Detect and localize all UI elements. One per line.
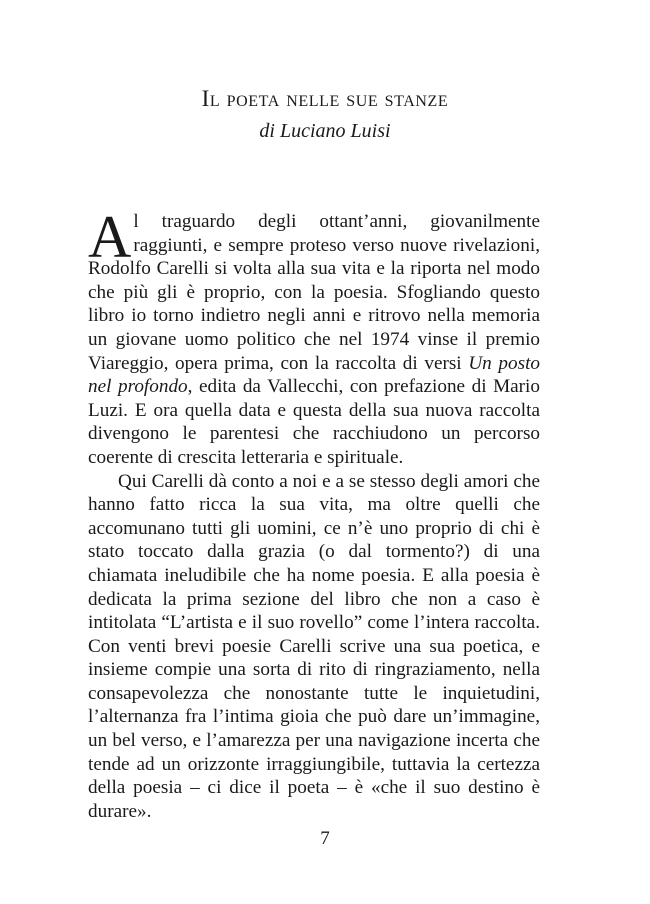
paragraph-1-part-1: l traguardo degli ottant’anni, giovanilmente raggiunti, e sempre proteso verso nuove rivelazioni, Rodolfo Carelli si volta alla sua vita e la riporta nel modo che più gli è proprio, con la poesia. Sfogliando questo libro io torno indietro negli anni e ritrovo nella memoria un giovane uomo politico che nel 1974 vinse il premio Viareggio, opera prima, con la raccolta di versi [88, 211, 540, 374]
drop-cap: A [88, 204, 132, 270]
book-title: Un posto nel profondo [88, 352, 541, 398]
paragraph-1 [88, 204, 541, 470]
chapter-author: di Luciano Luisi [259, 120, 391, 142]
chapter-title: Il poeta nelle sue stanze [201, 86, 449, 111]
page-number: 7 [320, 828, 330, 849]
body-text [88, 204, 541, 823]
paragraph-1-part-2: , edita da Vallecchi, con prefazione di Mario Luzi. E ora quella data e questa della sua nuova raccolta divengono le parentesi che racchiudono un percorso coerente di crescita letteraria e spirituale. [88, 376, 540, 468]
paragraph-2: Qui Carelli dà conto a noi e a se stesso degli amori che hanno fatto ricca la sua vita, ma oltre quelli che accomunano tutti gli uomini, ce n’è uno proprio di chi è stato toccato dalla grazia (o dal tormento?) di una chiamata ineludibile che ha nome poesia. E alla poesia è dedicata la prima sezione del libro che non a caso è intitolata “L’artista e il suo rovello” come l’intera raccolta. Con venti brevi poesie Carelli scrive una sua poetica, e insieme compie una sorta di rito di ringraziamento, nella consapevolezza che nonostante tutte le inquietudini, l’alternanza fra l’intima gioia che può dare un’immagine, un bel verso, e l’amarezza per una navigazione incerta che tende ad un orizzonte irraggiungibile, tuttavia la certezza della poesia – ci dice il poeta – è «che il suo destino è durare». [88, 470, 540, 822]
